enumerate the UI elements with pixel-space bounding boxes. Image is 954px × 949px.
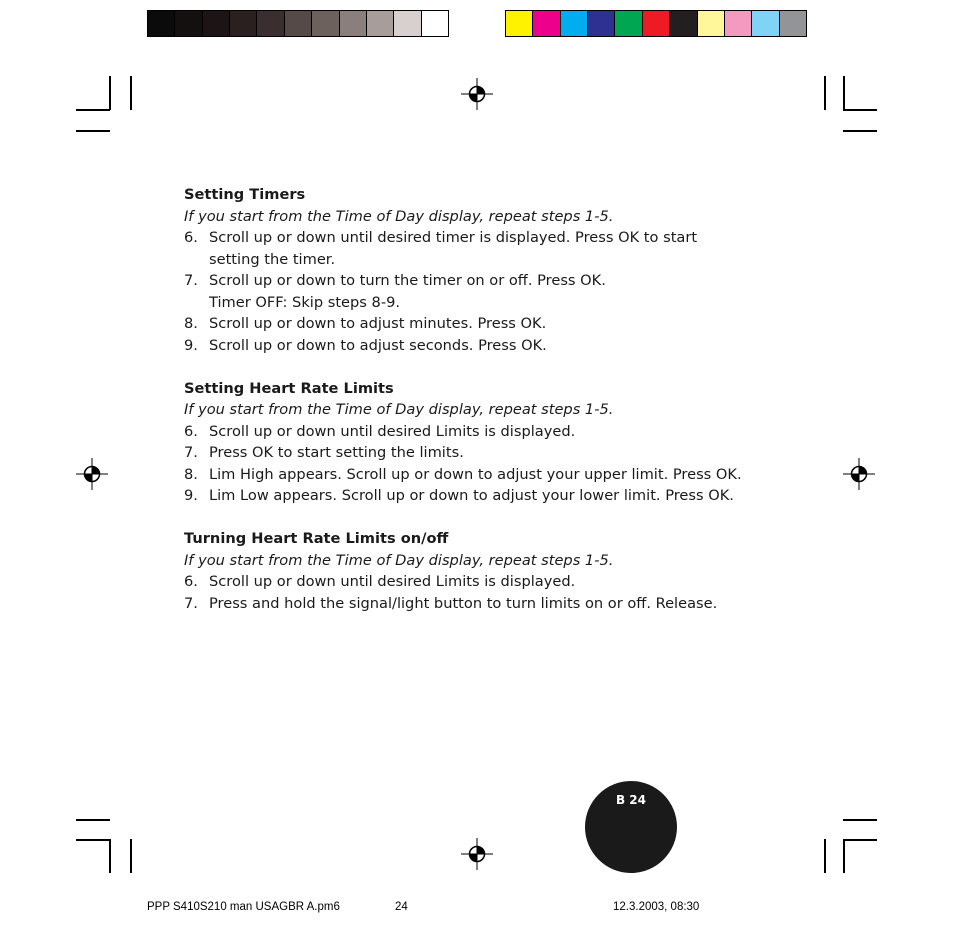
crop-mark [843, 839, 877, 841]
step-line: Lim Low appears. Scroll up or down to adjust your lower limit. Press OK. [209, 487, 734, 504]
footer-date: 12.3.2003, 08:30 [613, 901, 700, 913]
color-swatch [148, 11, 175, 36]
crop-mark [76, 130, 110, 132]
step-item [184, 593, 784, 615]
step-number: 8. [184, 465, 198, 483]
color-swatch [615, 11, 642, 36]
step-line: Scroll up or down until desired Limits is displayed. [209, 422, 576, 440]
color-swatch [561, 11, 588, 36]
color-swatch [394, 11, 421, 36]
section-title: Turning Heart Rate Limits on/off [184, 530, 449, 547]
crop-mark [843, 130, 877, 132]
step-line: Scroll up or down until desired timer is displayed. Press OK to start [209, 229, 698, 246]
color-swatch [285, 11, 312, 36]
footer-filename: PPP S410S210 man USAGBR A.pm6 [147, 901, 340, 913]
crop-mark [824, 839, 826, 873]
registration-mark-top [461, 78, 493, 110]
step-text [209, 421, 784, 443]
crop-mark [843, 109, 877, 111]
crop-mark [824, 76, 826, 110]
step-number: 6. [184, 229, 198, 246]
step-number: 8. [184, 315, 198, 332]
crop-mark [843, 76, 845, 110]
step-text [209, 313, 784, 335]
step-number: 9. [184, 336, 198, 354]
color-swatch [780, 11, 806, 36]
step-line: Lim High appears. Scroll up or down to adjust your upper limit. Press OK. [209, 465, 742, 483]
grayscale-color-bar [147, 10, 449, 37]
section-intro: If you start from the Time of Day display, repeat steps 1-5. [184, 207, 614, 225]
page-label: B 24 [615, 793, 647, 807]
crop-mark [109, 76, 111, 110]
step-item [184, 571, 784, 593]
registration-mark-bottom [461, 838, 493, 870]
color-swatch [506, 11, 533, 36]
crop-mark [843, 839, 845, 873]
crop-mark [76, 819, 110, 821]
step-text [209, 464, 784, 486]
step-text [209, 227, 784, 270]
step-item [184, 442, 784, 464]
section-intro: If you start from the Time of Day display, repeat steps 1-5. [184, 551, 614, 569]
step-line: Scroll up or down to turn the timer on or off. Press OK. [209, 272, 606, 289]
crop-mark [843, 819, 877, 821]
step-line: setting the timer. [209, 250, 336, 268]
color-swatch [752, 11, 779, 36]
step-text [209, 571, 784, 593]
color-swatch [643, 11, 670, 36]
section-intro: If you start from the Time of Day display, repeat steps 1-5. [184, 401, 614, 418]
crop-mark [130, 839, 132, 873]
step-text [209, 335, 784, 357]
step-line: Press OK to start setting the limits. [209, 444, 464, 461]
crop-mark [76, 109, 110, 111]
color-swatch [670, 11, 697, 36]
color-swatch [588, 11, 615, 36]
color-swatch [422, 11, 448, 36]
color-swatch [230, 11, 257, 36]
step-number: 7. [184, 444, 198, 461]
step-number: 9. [184, 487, 198, 504]
step-number: 7. [184, 594, 198, 612]
step-line: Scroll up or down to adjust seconds. Press OK. [209, 336, 547, 354]
step-line: Scroll up or down until desired Limits is displayed. [209, 573, 576, 590]
step-line: Press and hold the signal/light button to turn limits on or off. Release. [209, 594, 718, 612]
color-swatch [533, 11, 560, 36]
color-swatch [367, 11, 394, 36]
step-text [209, 270, 784, 313]
step-text [209, 593, 784, 615]
page-number-badge [585, 781, 677, 873]
color-swatch [203, 11, 230, 36]
instruction-section [184, 184, 784, 356]
step-text [209, 442, 784, 464]
crop-mark [109, 839, 111, 873]
step-line: Timer OFF: Skip steps 8-9. [209, 293, 401, 311]
step-text [209, 485, 784, 507]
step-item [184, 227, 784, 270]
step-number: 7. [184, 272, 198, 289]
section-title: Setting Heart Rate Limits [184, 379, 394, 397]
instruction-section [184, 378, 784, 507]
manual-content [184, 184, 784, 614]
step-item [184, 421, 784, 443]
process-color-bar [505, 10, 807, 37]
instruction-section [184, 528, 784, 614]
crop-mark [76, 839, 110, 841]
step-line: Scroll up or down to adjust minutes. Press OK. [209, 315, 547, 332]
step-item [184, 464, 784, 486]
step-number: 6. [184, 422, 198, 440]
step-number: 6. [184, 573, 198, 590]
footer-page: 24 [395, 901, 408, 913]
step-item [184, 270, 784, 313]
step-item [184, 313, 784, 335]
color-swatch [175, 11, 202, 36]
color-swatch [312, 11, 339, 36]
section-title: Setting Timers [184, 186, 306, 203]
color-swatch [257, 11, 284, 36]
registration-mark-left [76, 458, 108, 490]
color-swatch [698, 11, 725, 36]
step-item [184, 485, 784, 507]
crop-mark [130, 76, 132, 110]
registration-mark-right [843, 458, 875, 490]
color-swatch [340, 11, 367, 36]
color-swatch [725, 11, 752, 36]
step-item [184, 335, 784, 357]
